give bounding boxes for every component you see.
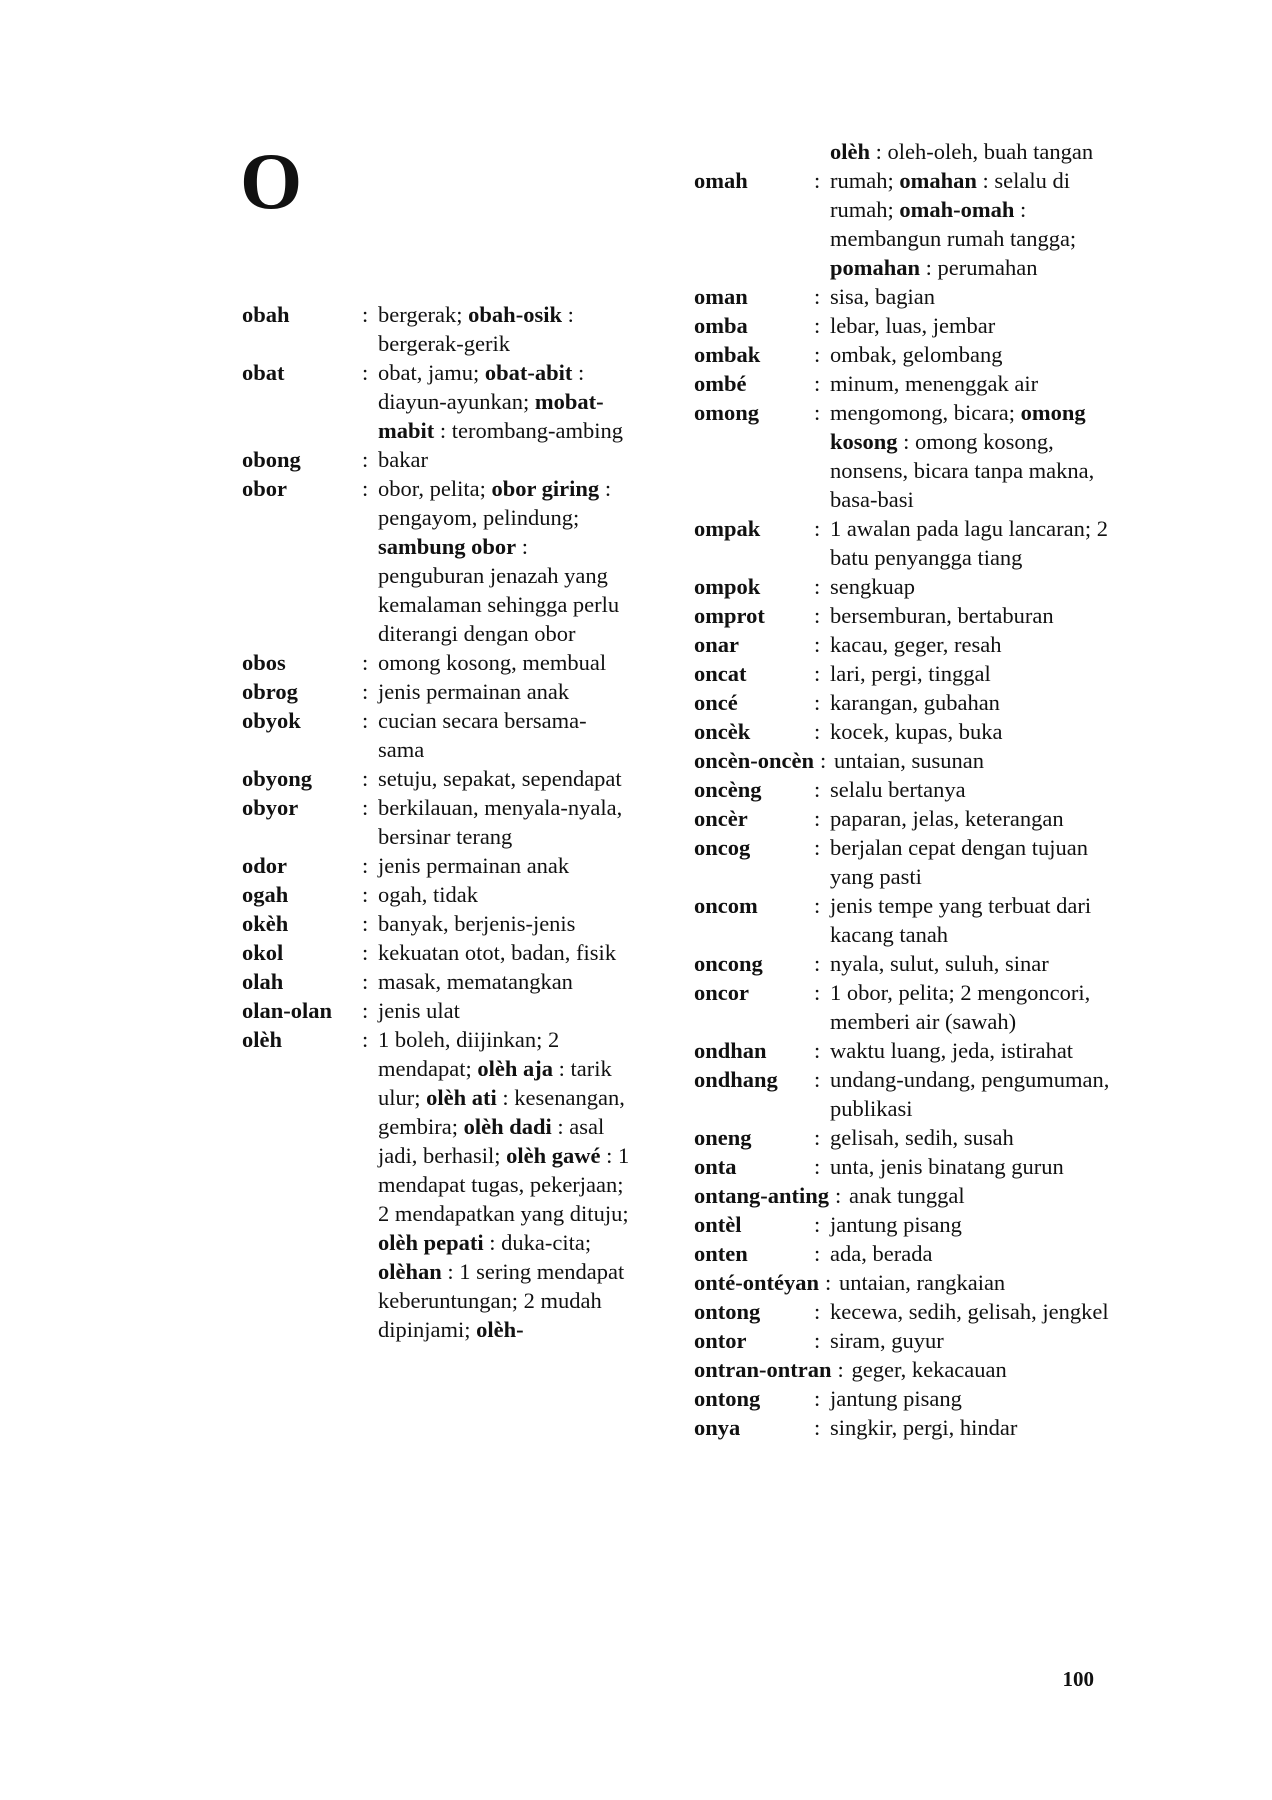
definition-text: selalu bertanya [830,777,966,802]
headword: onté-ontéyan [694,1270,819,1295]
definition [378,677,632,706]
headword: ondhang [694,1067,778,1092]
definition [378,706,632,764]
sub-headword: olèh dadi [463,1114,552,1139]
definition-text: kecewa, sedih, gelisah, jengkel [830,1299,1109,1324]
separator-colon: : [362,302,369,327]
separator-colon: : [814,371,821,396]
definition-text: lari, pergi, tinggal [830,661,991,686]
sub-headword: pomahan [830,255,921,280]
definition-text: bakar [378,447,428,472]
headword: olèh [242,1027,283,1052]
definition [830,398,1114,514]
left-column [242,300,632,1344]
definition [830,514,1114,572]
dictionary-entry [694,311,1114,340]
sub-headword: olèh aja [477,1056,553,1081]
dictionary-entry [694,1384,1114,1413]
definition-text: jenis permainan anak [378,853,570,878]
separator-colon: : [814,603,821,628]
dictionary-entry [242,764,632,793]
separator-colon: : [837,1357,844,1382]
separator-colon: : [814,661,821,686]
dictionary-entry [694,775,1114,804]
dictionary-entry [694,1210,1114,1239]
separator-colon: : [814,806,821,831]
sub-headword: omah-omah [899,197,1015,222]
separator-colon: : [814,835,821,860]
definition [830,630,1114,659]
definition-text: : omong kosong, nonsens, bicara tanpa makna, basa-basi [830,429,1095,512]
definition-text: geger, kekacauan [851,1357,1007,1382]
definition [830,282,1114,311]
definition [378,764,632,793]
headword: oncong [694,951,763,976]
definition-text: : terombang-ambing [434,418,623,443]
definition-text: untaian, susunan [834,748,984,773]
definition [849,1181,1114,1210]
definition-text: jantung pisang [830,1212,962,1237]
dictionary-entry [242,445,632,474]
definition [830,1384,1114,1413]
definition [378,445,632,474]
separator-colon: : [362,940,369,965]
dictionary-entry [694,282,1114,311]
headword: oncé [694,690,738,715]
dictionary-entry [694,630,1114,659]
separator-colon: : [814,632,821,657]
dictionary-entry [694,1355,1114,1384]
separator-colon: : [814,1038,821,1063]
headword: onya [694,1415,741,1440]
sub-headword: omahan [899,168,977,193]
definition-text: 1 awalan pada lagu lancaran; 2 batu penyangga tiang [830,516,1108,570]
sub-headword: olèh pepati [378,1230,484,1255]
definition [830,659,1114,688]
definition-text: paparan, jelas, keterangan [830,806,1064,831]
sub-headword: obah-osik [468,302,562,327]
definition [378,648,632,677]
definition-text: bergerak; [378,302,469,327]
separator-colon: : [814,951,821,976]
separator-colon: : [814,690,821,715]
definition-text: cucian secara bersama-sama [378,708,587,762]
separator-colon: : [814,719,821,744]
definition [378,851,632,880]
definition-text: berjalan cepat dengan tujuan yang pasti [830,835,1089,889]
headword: oncog [694,835,751,860]
headword: olah [242,969,284,994]
separator-colon: : [814,1299,821,1324]
definition-text: singkir, pergi, hindar [830,1415,1018,1440]
dictionary-entry [694,804,1114,833]
definition-text: anak tunggal [849,1183,965,1208]
dictionary-entry [242,1025,632,1344]
headword: obor [242,476,287,501]
separator-colon: : [362,476,369,501]
separator-colon: : [814,1415,821,1440]
definition-text: masak, mematangkan [378,969,573,994]
separator-colon: : [814,1386,821,1411]
definition-text: jenis permainan anak [378,679,570,704]
dictionary-entry [242,967,632,996]
separator-colon: : [814,284,821,309]
definition-text: obor, pelita; [378,476,492,501]
separator-colon: : [362,360,369,385]
separator-colon: : [814,893,821,918]
definition-text: mengomong, bicara; [830,400,1021,425]
headword: obat [242,360,285,385]
definition [830,1297,1114,1326]
definition [378,938,632,967]
dictionary-entry [694,1181,1114,1210]
headword: oncor [694,980,749,1005]
definition-text: : perumahan [920,255,1038,280]
definition-text: : tarik ulur; [378,1056,612,1110]
dictionary-entry [242,474,632,648]
definition [830,137,1114,166]
definition [378,967,632,996]
sub-headword: sambung obor [378,534,517,559]
headword: oncat [694,661,747,686]
definition [830,1210,1114,1239]
sub-headword: obor giring [491,476,600,501]
definition [830,1326,1114,1355]
separator-colon: : [814,1212,821,1237]
headword: okol [242,940,284,965]
separator-colon: : [814,342,821,367]
dictionary-entry [694,166,1114,282]
dictionary-entry [242,851,632,880]
dictionary-entry [242,996,632,1025]
dictionary-entry [694,369,1114,398]
section-letter: O [240,138,303,226]
separator-colon: : [362,447,369,472]
headword: ontor [694,1328,747,1353]
headword: omah [694,168,748,193]
dictionary-entry [694,833,1114,891]
definition-text: nyala, sulut, suluh, sinar [830,951,1049,976]
separator-colon: : [814,1328,821,1353]
headword: obrog [242,679,298,704]
definition-text: sengkuap [830,574,915,599]
headword: obyor [242,795,299,820]
separator-colon: : [814,1154,821,1179]
definition-text: : 1 sering mendapat keberuntungan; 2 mudah dipinjami; [378,1259,625,1342]
definition [830,1036,1114,1065]
definition [830,601,1114,630]
separator-colon: : [814,980,821,1005]
definition [852,1355,1114,1384]
headword: oncèn-oncèn [694,748,814,773]
definition [830,1065,1114,1123]
definition-text: undang-undang, pengumuman, publikasi [830,1067,1110,1121]
definition-text: omong kosong, membual [378,650,607,675]
definition [830,340,1114,369]
dictionary-entry [242,909,632,938]
sub-headword: obat-abit [484,360,573,385]
separator-colon: : [362,708,369,733]
definition-text: sisa, bagian [830,284,935,309]
separator-colon: : [814,777,821,802]
dictionary-entry [694,949,1114,978]
headword: omong [694,400,760,425]
dictionary-entry [242,300,632,358]
page-number: 100 [1062,1667,1094,1691]
definition [830,949,1114,978]
separator-colon: : [362,998,369,1023]
definition-text: rumah; [830,168,900,193]
separator-colon: : [362,853,369,878]
definition [830,369,1114,398]
definition [378,1025,632,1344]
definition [378,474,632,648]
separator-colon: : [814,168,821,193]
dictionary-entry [242,648,632,677]
separator-colon: : [825,1270,832,1295]
definition [839,1268,1114,1297]
separator-colon: : [362,1027,369,1052]
definition-text: 1 obor, pelita; 2 mengoncori, memberi air (sawah) [830,980,1091,1034]
dictionary-entry [242,677,632,706]
dictionary-entry [242,793,632,851]
separator-colon: : [814,1067,821,1092]
definition [830,833,1114,891]
sub-headword: olèh- [476,1317,524,1342]
headword: onten [694,1241,748,1266]
definition-text: berkilauan, menyala-nyala, bersinar terang [378,795,623,849]
headword: obyok [242,708,301,733]
separator-colon: : [814,516,821,541]
headword: onar [694,632,739,657]
dictionary-entry [694,137,1114,166]
definition-text: minum, menenggak air [830,371,1039,396]
right-column [694,137,1114,1442]
headword: obyong [242,766,313,791]
dictionary-entry [694,1036,1114,1065]
headword: ondhan [694,1038,767,1063]
dictionary-entry [694,1152,1114,1181]
definition [830,1239,1114,1268]
definition-text: jantung pisang [830,1386,962,1411]
definition-text: : oleh-oleh, buah tangan [870,139,1094,164]
dictionary-entry [242,880,632,909]
definition [830,311,1114,340]
definition-text: : duka-cita; [483,1230,592,1255]
headword: oncèr [694,806,748,831]
definition [830,166,1114,282]
sub-headword: olèh gawé [506,1143,601,1168]
dictionary-entry [242,938,632,967]
definition-text: : penguburan jenazah yang kemalaman sehingga perlu diterangi dengan obor [378,534,620,646]
definition [834,746,1114,775]
sub-headword: omong kosong [830,400,1086,454]
headword: ompak [694,516,761,541]
definition [378,996,632,1025]
headword: ompok [694,574,761,599]
dictionary-entry [694,1268,1114,1297]
headword: ontang-anting [694,1183,830,1208]
definition-text: obat, jamu; [378,360,485,385]
headword: oncom [694,893,758,918]
separator-colon: : [362,679,369,704]
separator-colon: : [362,650,369,675]
definition [378,880,632,909]
headword: ombé [694,371,747,396]
definition-text: : selalu di rumah; [830,168,1070,222]
definition-text: kekuatan otot, badan, fisik [378,940,617,965]
dictionary-entry [694,659,1114,688]
dictionary-entry [694,1326,1114,1355]
definition [378,358,632,445]
dictionary-entry [694,688,1114,717]
headword: onta [694,1154,737,1179]
sub-headword: olèhan [378,1259,442,1284]
definition [830,891,1114,949]
definition-text: unta, jenis binatang gurun [830,1154,1064,1179]
separator-colon: : [814,1125,821,1150]
definition-text: 1 boleh, diijinkan; 2 mendapat; [378,1027,560,1081]
headword: obong [242,447,301,472]
definition-text: kocek, kupas, buka [830,719,1003,744]
separator-colon: : [835,1183,842,1208]
dictionary-entry [694,1297,1114,1326]
headword: ontèl [694,1212,742,1237]
definition-text: ombak, gelombang [830,342,1003,367]
definition [830,1413,1114,1442]
headword: ontong [694,1299,761,1324]
definition-text: : 1 mendapat tugas, pekerjaan; 2 mendapatkan yang dituju; [378,1143,630,1226]
headword: ogah [242,882,289,907]
dictionary-entry [694,514,1114,572]
headword: obos [242,650,286,675]
definition-text: siram, guyur [830,1328,944,1353]
separator-colon: : [362,766,369,791]
definition-text: : membangun rumah tangga; [830,197,1077,251]
headword: oncèk [694,719,751,744]
dictionary-entry [694,717,1114,746]
definition [830,804,1114,833]
headword: ontong [694,1386,761,1411]
sub-headword: mobat-mabit [378,389,604,443]
sub-headword: olèh [830,139,871,164]
headword: omprot [694,603,765,628]
headword: oneng [694,1125,752,1150]
definition-text: : pengayom, pelindung; [378,476,612,530]
headword: ontran-ontran [694,1357,832,1382]
separator-colon: : [362,882,369,907]
dictionary-entry [694,1413,1114,1442]
dictionary-entry [694,978,1114,1036]
definition [378,793,632,851]
definition-text: : kesenangan, gembira; [378,1085,625,1139]
definition-text: : diayun-ayunkan; [378,360,585,414]
headword: okèh [242,911,289,936]
sub-headword: olèh ati [426,1085,497,1110]
dictionary-entry [694,746,1114,775]
dictionary-entry [694,572,1114,601]
headword: obah [242,302,290,327]
definition-text: gelisah, sedih, susah [830,1125,1014,1150]
dictionary-entry [242,358,632,445]
dictionary-entry [694,1065,1114,1123]
definition [378,300,632,358]
definition-text: banyak, berjenis-jenis [378,911,576,936]
definition [378,909,632,938]
definition [830,572,1114,601]
definition-text: waktu luang, jeda, istirahat [830,1038,1074,1063]
definition-text: jenis ulat [378,998,460,1023]
headword: olan-olan [242,998,333,1023]
dictionary-entry [694,340,1114,369]
dictionary-entry [694,891,1114,949]
headword: oman [694,284,748,309]
headword: ombak [694,342,761,367]
separator-colon: : [362,795,369,820]
definition-text: karangan, gubahan [830,690,1000,715]
definition-text: : asal jadi, berhasil; [378,1114,605,1168]
definition-text: kacau, geger, resah [830,632,1002,657]
definition [830,775,1114,804]
dictionary-entry [242,706,632,764]
dictionary-entry [694,601,1114,630]
definition-text: lebar, luas, jembar [830,313,996,338]
definition [830,688,1114,717]
definition-text: untaian, rangkaian [839,1270,1006,1295]
headword: oncèng [694,777,762,802]
definition-text: ada, berada [830,1241,933,1266]
separator-colon: : [362,969,369,994]
definition-text: setuju, sepakat, sependapat [378,766,622,791]
headword: omba [694,313,748,338]
separator-colon: : [814,1241,821,1266]
separator-colon: : [814,400,821,425]
separator-colon: : [814,313,821,338]
separator-colon: : [362,911,369,936]
separator-colon: : [814,574,821,599]
headword: odor [242,853,287,878]
definition [830,1152,1114,1181]
separator-colon: : [820,748,827,773]
definition-text: jenis tempe yang terbuat dari kacang tanah [830,893,1092,947]
dictionary-entry [694,1239,1114,1268]
definition-text: ogah, tidak [378,882,478,907]
definition [830,717,1114,746]
dictionary-entry [694,398,1114,514]
definition [830,1123,1114,1152]
definition-text: : bergerak-gerik [378,302,574,356]
definition [830,978,1114,1036]
definition-text: bersemburan, bertaburan [830,603,1054,628]
dictionary-entry [694,1123,1114,1152]
